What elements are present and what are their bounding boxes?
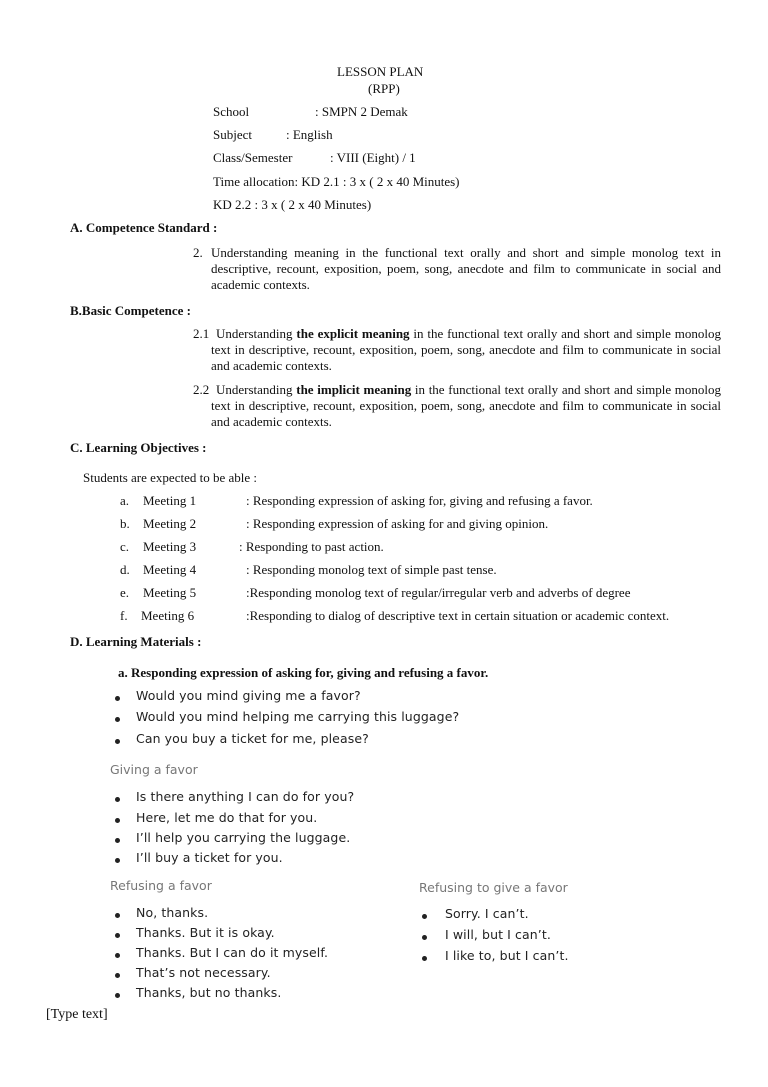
objective-desc: : Responding to past action. — [239, 539, 384, 554]
objective-desc: : Responding expression of asking for and giving opinion. — [246, 516, 549, 531]
objective-item — [120, 516, 740, 532]
objective-letter: e. — [120, 585, 130, 600]
list-item: Is there anything I can do for you? — [136, 789, 355, 804]
list-item: Thanks, but no thanks. — [136, 985, 282, 1000]
basic-competence-number-2: 2.2 — [193, 382, 210, 397]
objective-meeting: Meeting 5 — [143, 585, 197, 600]
footer-placeholder[interactable]: [Type text] — [46, 1007, 108, 1022]
bullet-icon — [115, 933, 120, 938]
bc2-emph: the implicit meaning — [296, 382, 412, 397]
kd-allocation: KD 2.2 : 3 x ( 2 x 40 Minutes) — [213, 197, 372, 212]
competence-number: 2. — [193, 245, 203, 260]
competence-standard-heading: A. Competence Standard : — [70, 220, 218, 235]
bullet-icon — [115, 913, 120, 918]
objective-meeting: Meeting 1 — [143, 493, 197, 508]
bullet-icon — [422, 956, 427, 961]
school-value: : SMPN 2 Demak — [315, 104, 408, 119]
refusing-give-favor-heading: Refusing to give a favor — [419, 880, 568, 895]
page-subtitle: (RPP) — [368, 81, 400, 96]
bullet-icon — [422, 935, 427, 940]
bullet-icon — [115, 838, 120, 843]
objective-desc: :Responding monolog text of regular/irregular verb and adverbs of degree — [246, 585, 631, 600]
subject-label: Subject — [213, 127, 252, 142]
objective-letter: f. — [120, 608, 128, 623]
list-item: Thanks. But it is okay. — [136, 925, 275, 940]
list-item: I will, but I can’t. — [445, 927, 551, 942]
list-item: Can you buy a ticket for me, please? — [136, 731, 369, 746]
competence-standard-text: Understanding meaning in the functional text orally and short and simple monolog text in descriptive, recount, exposition, poem, song, anecdote and film to communicate in social and academic contexts. — [211, 245, 721, 292]
bullet-icon — [115, 858, 120, 863]
objective-meeting: Meeting 3 — [143, 539, 197, 554]
bullet-icon — [422, 914, 427, 919]
basic-competence-number-1: 2.1 — [193, 326, 210, 341]
list-item: Would you mind giving me a favor? — [136, 688, 361, 703]
objective-desc: : Responding expression of asking for, giving and refusing a favor. — [246, 493, 593, 508]
subject-value: : English — [286, 127, 333, 142]
bc1-emph: the explicit meaning — [296, 326, 410, 341]
bullet-icon — [115, 953, 120, 958]
learning-materials-heading: D. Learning Materials : — [70, 634, 202, 649]
objective-letter: d. — [120, 562, 130, 577]
objective-letter: a. — [120, 493, 130, 508]
objective-item — [120, 608, 740, 624]
basic-competence-heading: B.Basic Competence : — [70, 303, 191, 318]
list-item: Thanks. But I can do it myself. — [136, 945, 329, 960]
objective-meeting: Meeting 2 — [143, 516, 197, 531]
objective-meeting: Meeting 4 — [143, 562, 197, 577]
objective-desc: :Responding to dialog of descriptive text in certain situation or academic context. — [246, 608, 670, 623]
school-label: School — [213, 104, 250, 119]
bullet-icon — [115, 797, 120, 802]
bc1-pre: Understanding — [216, 326, 297, 341]
bullet-icon — [115, 696, 120, 701]
giving-favor-heading: Giving a favor — [110, 762, 198, 777]
bc1-post: in the functional text orally and short and simple monolog text in descriptive, recount, exposition, poem, song, anecdote and film to communicate in social and academic contexts. — [211, 326, 721, 373]
class-value: : VIII (Eight) / 1 — [330, 150, 416, 165]
list-item: I’ll buy a ticket for you. — [136, 850, 283, 865]
bullet-icon — [115, 717, 120, 722]
list-item: Sorry. I can’t. — [445, 906, 529, 921]
objective-item — [120, 493, 740, 509]
objective-meeting: Meeting 6 — [141, 608, 195, 623]
objective-desc: : Responding monolog text of simple past tense. — [246, 562, 497, 577]
basic-competence-item-2 — [211, 382, 721, 430]
time-allocation: Time allocation: KD 2.1 : 3 x ( 2 x 40 Minutes) — [213, 174, 460, 189]
materials-subheading: a. Responding expression of asking for, giving and refusing a favor. — [118, 665, 489, 680]
list-item: Would you mind helping me carrying this luggage? — [136, 709, 460, 724]
objective-item — [120, 585, 740, 601]
bc2-post: in the functional text orally and short and simple monolog text in descriptive, recount, exposition, poem, song, anecdote and film to communicate in social and academic contexts. — [211, 382, 722, 429]
basic-competence-item-1 — [211, 326, 721, 374]
objective-letter: c. — [120, 539, 130, 554]
bullet-icon — [115, 993, 120, 998]
list-item: Here, let me do that for you. — [136, 810, 318, 825]
page-title: LESSON PLAN — [337, 64, 424, 79]
objectives-intro: Students are expected to be able : — [83, 470, 257, 485]
class-label: Class/Semester — [213, 150, 293, 165]
bullet-icon — [115, 818, 120, 823]
bullet-icon — [115, 739, 120, 744]
objective-item — [120, 539, 740, 555]
refusing-favor-heading: Refusing a favor — [110, 878, 212, 893]
list-item: No, thanks. — [136, 905, 209, 920]
bullet-icon — [115, 973, 120, 978]
bc2-pre: Understanding — [216, 382, 297, 397]
list-item: I’ll help you carrying the luggage. — [136, 830, 351, 845]
learning-objectives-heading: C. Learning Objectives : — [70, 440, 207, 455]
list-item: That’s not necessary. — [136, 965, 271, 980]
objective-item — [120, 562, 740, 578]
list-item: I like to, but I can’t. — [445, 948, 569, 963]
objective-letter: b. — [120, 516, 130, 531]
